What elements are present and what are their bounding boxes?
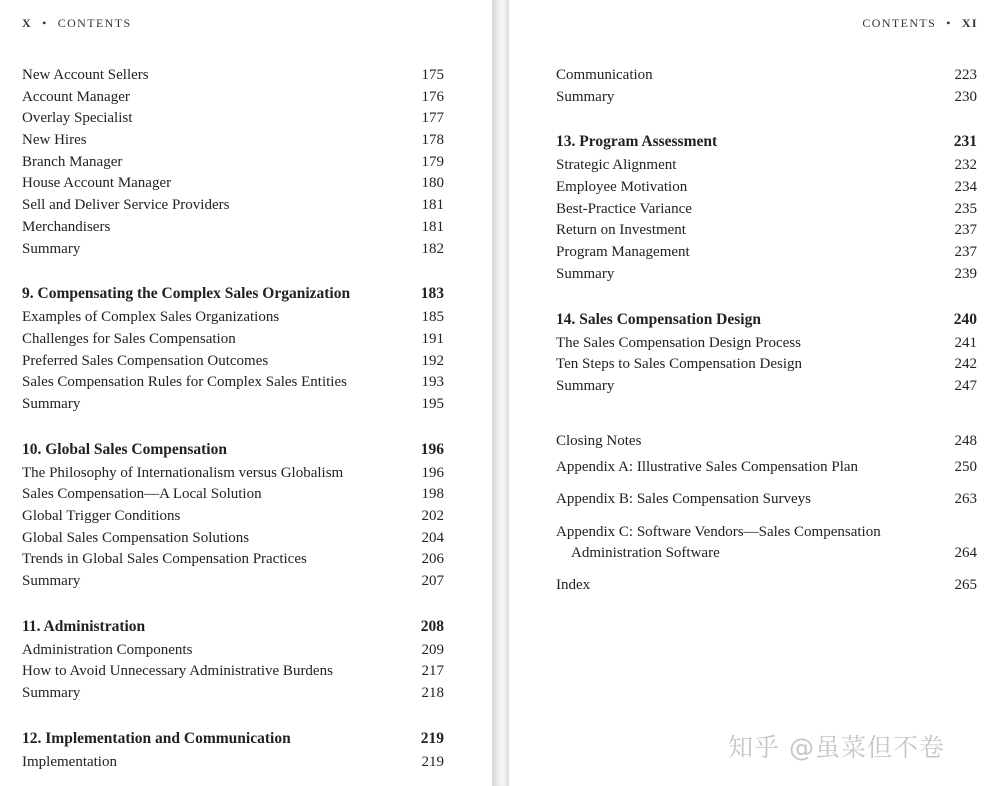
separator-dot: • bbox=[42, 16, 48, 30]
toc-index[interactable]: Index 265 bbox=[556, 577, 977, 594]
toc-entry[interactable]: Merchandisers 181 bbox=[22, 218, 444, 235]
toc-entry[interactable]: Summary 247 bbox=[556, 377, 977, 394]
toc-entry[interactable]: Communication 223 bbox=[556, 67, 977, 83]
appendix-c-line2: Administration Software bbox=[571, 545, 720, 562]
chapter-heading-9[interactable]: 9. Compensating the Complex Sales Organization 183 bbox=[22, 285, 444, 303]
toc-entry[interactable]: Summary 207 bbox=[22, 573, 444, 590]
toc-entry[interactable]: Sales Compensation—A Local Solution 198 bbox=[22, 486, 444, 503]
toc-entry[interactable]: How to Avoid Unnecessary Administrative Burdens 217 bbox=[22, 663, 444, 680]
toc-entry[interactable]: Summary 218 bbox=[22, 685, 444, 702]
toc-entry[interactable]: Branch Manager 179 bbox=[22, 153, 444, 170]
running-head-right bbox=[862, 16, 978, 31]
toc-entry[interactable]: Global Sales Compensation Solutions 204 bbox=[22, 529, 444, 546]
toc-entry[interactable]: Program Management 237 bbox=[556, 244, 977, 261]
toc-entry[interactable]: Return on Investment 237 bbox=[556, 222, 977, 239]
right-page bbox=[509, 0, 998, 786]
toc-entry[interactable]: New Account Sellers 175 bbox=[22, 67, 444, 83]
book-spine-gutter bbox=[492, 0, 509, 786]
toc-entry[interactable]: Summary 182 bbox=[22, 240, 444, 257]
toc-entry[interactable]: Sales Compensation Rules for Complex Sales Entities 193 bbox=[22, 374, 444, 391]
toc-entry[interactable]: Trends in Global Sales Compensation Practices 206 bbox=[22, 551, 444, 568]
toc-entry[interactable]: The Philosophy of Internationalism versus Globalism 196 bbox=[22, 464, 444, 481]
page-folio: X bbox=[22, 16, 33, 30]
toc-appendix-b[interactable]: Appendix B: Sales Compensation Surveys 263 bbox=[556, 490, 977, 507]
toc-appendix-c[interactable]: Appendix C: Software Vendors—Sales Compensation Administration Software 264 bbox=[556, 522, 977, 565]
toc-entry[interactable]: Challenges for Sales Compensation 191 bbox=[22, 330, 444, 347]
toc-entry[interactable]: Ten Steps to Sales Compensation Design 242 bbox=[556, 356, 977, 373]
chapter-heading-11[interactable]: 11. Administration 208 bbox=[22, 617, 444, 635]
watermark: 知乎 @虽菜但不卷 bbox=[728, 733, 945, 762]
toc-entry[interactable]: Employee Motivation 234 bbox=[556, 179, 977, 196]
chapter-heading-14[interactable]: 14. Sales Compensation Design 240 bbox=[556, 310, 977, 328]
chapter-heading-12[interactable]: 12. Implementation and Communication 219 bbox=[22, 729, 444, 747]
toc-entry[interactable]: Account Manager 176 bbox=[22, 88, 444, 105]
toc-entry[interactable]: Sell and Deliver Service Providers 181 bbox=[22, 197, 444, 214]
toc-entry[interactable]: Implementation 219 bbox=[22, 753, 444, 770]
toc-entry[interactable]: Overlay Specialist 177 bbox=[22, 110, 444, 127]
toc-entry[interactable]: Strategic Alignment 232 bbox=[556, 157, 977, 174]
running-head-left bbox=[22, 16, 132, 31]
chapter-heading-13[interactable]: 13. Program Assessment 231 bbox=[556, 133, 977, 151]
toc-right bbox=[556, 65, 977, 597]
running-head-label: CONTENTS bbox=[862, 16, 937, 30]
toc-entry[interactable]: New Hires 178 bbox=[22, 132, 444, 149]
running-head-label: CONTENTS bbox=[57, 16, 132, 30]
toc-left bbox=[22, 65, 444, 774]
separator-dot: • bbox=[946, 16, 952, 30]
appendix-c-line1: Appendix C: Software Vendors—Sales Compensation bbox=[556, 523, 881, 540]
toc-entry[interactable]: Summary 239 bbox=[556, 265, 977, 282]
toc-entry[interactable]: Summary 195 bbox=[22, 395, 444, 412]
toc-entry[interactable]: The Sales Compensation Design Process 241 bbox=[556, 334, 977, 351]
chapter-heading-10[interactable]: 10. Global Sales Compensation 196 bbox=[22, 440, 444, 458]
toc-entry[interactable]: Examples of Complex Sales Organizations 185 bbox=[22, 309, 444, 326]
toc-entry[interactable]: Best-Practice Variance 235 bbox=[556, 200, 977, 217]
page-folio: XI bbox=[961, 16, 978, 30]
toc-entry[interactable]: Administration Components 209 bbox=[22, 641, 444, 658]
left-page bbox=[0, 0, 492, 786]
toc-closing-notes[interactable]: Closing Notes 248 bbox=[556, 432, 977, 449]
toc-entry[interactable]: House Account Manager 180 bbox=[22, 175, 444, 192]
toc-appendix-a[interactable]: Appendix A: Illustrative Sales Compensation Plan 250 bbox=[556, 459, 977, 476]
toc-entry[interactable]: Global Trigger Conditions 202 bbox=[22, 508, 444, 524]
toc-entry[interactable]: Summary 230 bbox=[556, 88, 977, 105]
toc-entry[interactable]: Preferred Sales Compensation Outcomes 192 bbox=[22, 352, 444, 369]
